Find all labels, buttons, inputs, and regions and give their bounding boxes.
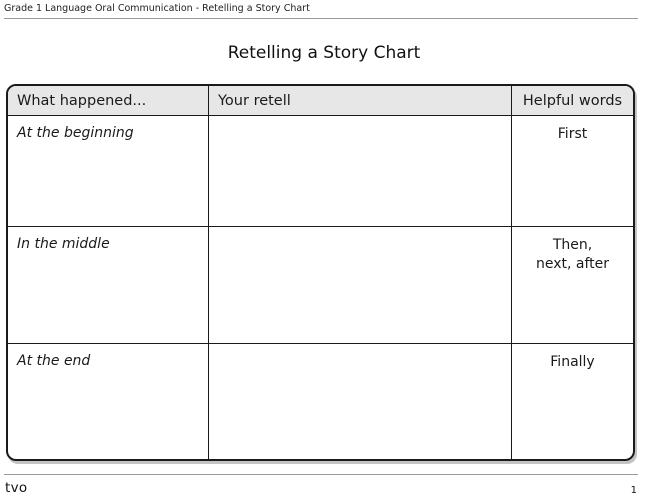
helpful-words-middle-text: Then, next, after (535, 237, 610, 272)
column-header-helpful-words: Helpful words (512, 86, 633, 116)
helpful-words-beginning: First (512, 116, 633, 227)
page-number: 1 (630, 485, 637, 496)
retell-cell-end[interactable] (209, 344, 512, 459)
retelling-chart (6, 84, 635, 461)
header-divider (4, 18, 638, 19)
row-label-end: At the end (8, 344, 209, 459)
column-header-your-retell: Your retell (209, 86, 512, 116)
helpful-words-middle (512, 227, 633, 344)
retell-cell-beginning[interactable] (209, 116, 512, 227)
chart-grid (8, 86, 633, 459)
column-header-what-happened: What happened... (8, 86, 209, 116)
page-title: Retelling a Story Chart (227, 43, 421, 63)
helpful-words-end: Finally (550, 354, 595, 370)
retell-cell-middle[interactable] (209, 227, 512, 344)
row-label-beginning: At the beginning (8, 116, 209, 227)
tvo-logo: tvo (5, 480, 28, 496)
footer-divider (4, 474, 638, 475)
document-header: Grade 1 Language Oral Communication - Retelling a Story Chart (4, 3, 310, 14)
row-label-middle: In the middle (8, 227, 209, 344)
